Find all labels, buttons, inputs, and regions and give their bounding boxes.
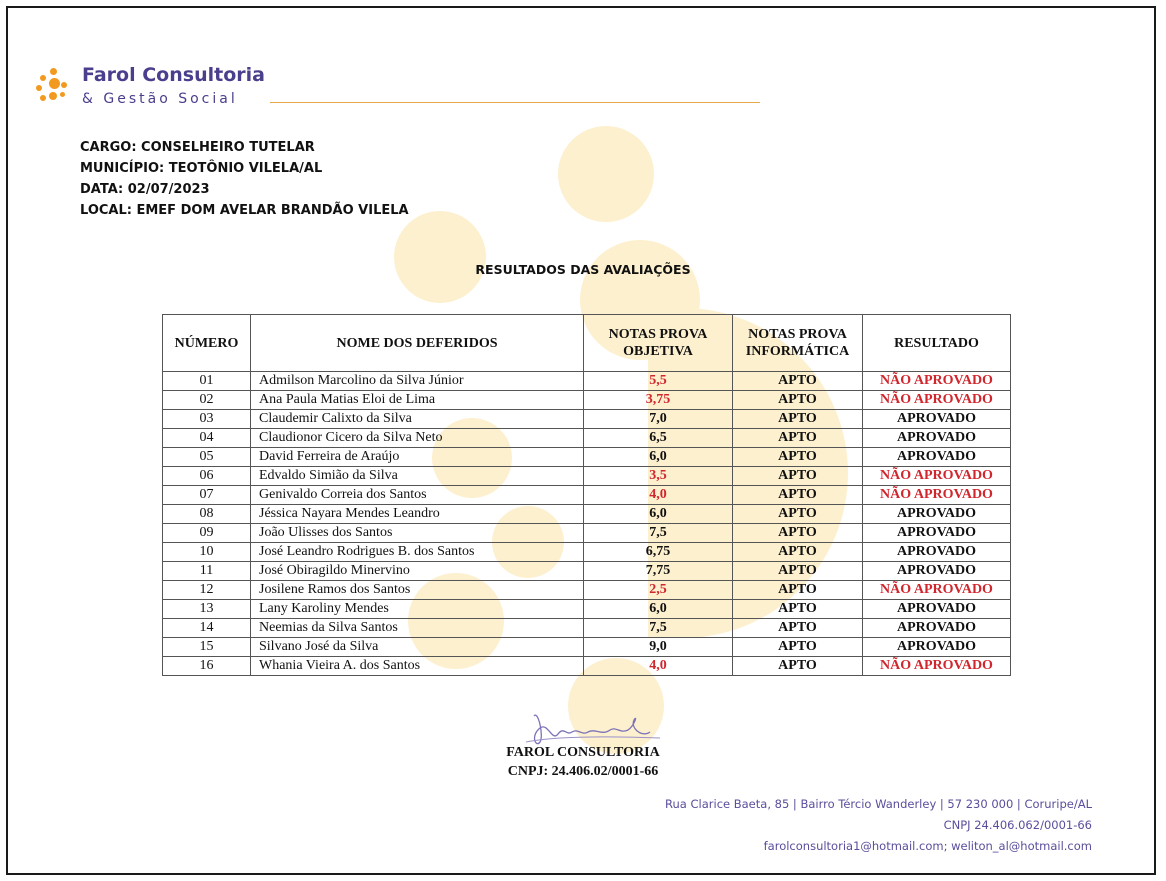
cell-objective-score: 4,0 [584, 657, 733, 676]
table-row [163, 486, 1011, 505]
table-row [163, 505, 1011, 524]
column-header-informatica: NOTAS PROVA INFORMÁTICA [733, 315, 863, 372]
cell-informatics-result: APTO [733, 467, 863, 486]
cell-number: 05 [163, 448, 251, 467]
cell-result: NÃO APROVADO [863, 372, 1011, 391]
cell-number: 15 [163, 638, 251, 657]
cell-name: Silvano José da Silva [251, 638, 584, 657]
signatory-cnpj: CNPJ: 24.406.02/0001-66 [507, 764, 659, 779]
cell-result: APROVADO [863, 543, 1011, 562]
cell-informatics-result: APTO [733, 372, 863, 391]
info-cargo: CARGO: CONSELHEIRO TUTELAR [80, 140, 315, 155]
cell-objective-score: 3,5 [584, 467, 733, 486]
cell-number: 08 [163, 505, 251, 524]
cell-result: NÃO APROVADO [863, 391, 1011, 410]
cell-number: 03 [163, 410, 251, 429]
cell-objective-score: 7,5 [584, 524, 733, 543]
cell-name: José Obiragildo Minervino [251, 562, 584, 581]
cell-objective-score: 7,0 [584, 410, 733, 429]
cell-informatics-result: APTO [733, 486, 863, 505]
cell-informatics-result: APTO [733, 429, 863, 448]
cell-number: 02 [163, 391, 251, 410]
cell-name: Ana Paula Matias Eloi de Lima [251, 391, 584, 410]
logo-subtitle: & Gestão Social [82, 91, 238, 107]
cell-number: 06 [163, 467, 251, 486]
document-page [6, 6, 1156, 875]
logo-title: Farol Consultoria [82, 64, 265, 86]
cell-objective-score: 6,0 [584, 505, 733, 524]
header-divider [270, 102, 760, 103]
table-row [163, 391, 1011, 410]
column-header-numero: NÚMERO [163, 315, 251, 372]
cell-result: APROVADO [863, 638, 1011, 657]
cell-informatics-result: APTO [733, 524, 863, 543]
cell-objective-score: 6,0 [584, 448, 733, 467]
table-row [163, 600, 1011, 619]
cell-objective-score: 2,5 [584, 581, 733, 600]
cell-name: Genivaldo Correia dos Santos [251, 486, 584, 505]
cell-result: APROVADO [863, 410, 1011, 429]
cell-result: NÃO APROVADO [863, 486, 1011, 505]
column-header-nome: NOME DOS DEFERIDOS [251, 315, 584, 372]
cell-result: NÃO APROVADO [863, 581, 1011, 600]
cell-name: João Ulisses dos Santos [251, 524, 584, 543]
cell-number: 09 [163, 524, 251, 543]
footer-street: Rua Clarice Baeta, 85 | Bairro Tércio Wanderley | 57 230 000 | Coruripe/AL [665, 797, 1092, 811]
table-row [163, 467, 1011, 486]
cell-name: Claudionor Cicero da Silva Neto [251, 429, 584, 448]
cell-number: 11 [163, 562, 251, 581]
cell-informatics-result: APTO [733, 619, 863, 638]
cell-objective-score: 4,0 [584, 486, 733, 505]
cell-objective-score: 6,5 [584, 429, 733, 448]
cell-informatics-result: APTO [733, 657, 863, 676]
cell-result: APROVADO [863, 448, 1011, 467]
footer-address [665, 794, 1092, 857]
cell-result: APROVADO [863, 524, 1011, 543]
cell-objective-score: 7,75 [584, 562, 733, 581]
cell-objective-score: 7,5 [584, 619, 733, 638]
table-row [163, 410, 1011, 429]
table-row [163, 543, 1011, 562]
cell-result: NÃO APROVADO [863, 657, 1011, 676]
cell-result: NÃO APROVADO [863, 467, 1011, 486]
cell-objective-score: 3,75 [584, 391, 733, 410]
cell-result: APROVADO [863, 619, 1011, 638]
footer-emails: farolconsultoria1@hotmail.com; weliton_al@hotmail.com [763, 839, 1092, 853]
cell-informatics-result: APTO [733, 391, 863, 410]
cell-objective-score: 6,0 [584, 600, 733, 619]
cell-name: Jéssica Nayara Mendes Leandro [251, 505, 584, 524]
cell-name: David Ferreira de Araújo [251, 448, 584, 467]
cell-informatics-result: APTO [733, 581, 863, 600]
table-row [163, 429, 1011, 448]
info-municipio: MUNICÍPIO: TEOTÔNIO VILELA/AL [80, 161, 323, 176]
table-row [163, 581, 1011, 600]
cell-objective-score: 9,0 [584, 638, 733, 657]
table-row [163, 448, 1011, 467]
cell-name: José Leandro Rodrigues B. dos Santos [251, 543, 584, 562]
cell-informatics-result: APTO [733, 543, 863, 562]
column-header-objetiva: NOTAS PROVA OBJETIVA [584, 315, 733, 372]
cell-number: 01 [163, 372, 251, 391]
cell-result: APROVADO [863, 600, 1011, 619]
table-row [163, 638, 1011, 657]
cell-informatics-result: APTO [733, 505, 863, 524]
cell-name: Edvaldo Simião da Silva [251, 467, 584, 486]
cell-informatics-result: APTO [733, 410, 863, 429]
cell-name: Lany Karoliny Mendes [251, 600, 584, 619]
cell-informatics-result: APTO [733, 448, 863, 467]
watermark-circle [558, 126, 654, 222]
watermark-circle [394, 211, 486, 303]
info-data: DATA: 02/07/2023 [80, 182, 210, 197]
results-heading: RESULTADOS DAS AVALIAÇÕES [475, 262, 691, 277]
cell-name: Josilene Ramos dos Santos [251, 581, 584, 600]
cell-result: APROVADO [863, 505, 1011, 524]
footer-cnpj: CNPJ 24.406.062/0001-66 [943, 818, 1092, 832]
signatory-block [8, 743, 1156, 781]
cell-number: 10 [163, 543, 251, 562]
results-table [162, 314, 1011, 676]
cell-objective-score: 6,75 [584, 543, 733, 562]
cell-name: Neemias da Silva Santos [251, 619, 584, 638]
cell-number: 12 [163, 581, 251, 600]
table-row [163, 524, 1011, 543]
exam-info [80, 137, 409, 221]
cell-informatics-result: APTO [733, 600, 863, 619]
signatory-company: FAROL CONSULTORIA [506, 745, 660, 760]
cell-informatics-result: APTO [733, 638, 863, 657]
cell-number: 04 [163, 429, 251, 448]
cell-number: 07 [163, 486, 251, 505]
cell-number: 13 [163, 600, 251, 619]
table-row [163, 619, 1011, 638]
cell-name: Admilson Marcolino da Silva Júnior [251, 372, 584, 391]
cell-informatics-result: APTO [733, 562, 863, 581]
table-row [163, 372, 1011, 391]
cell-number: 16 [163, 657, 251, 676]
lighthouse-dots-icon [36, 68, 76, 108]
table-header-row [163, 315, 1011, 372]
cell-result: APROVADO [863, 429, 1011, 448]
table-row [163, 657, 1011, 676]
table-row [163, 562, 1011, 581]
cell-objective-score: 5,5 [584, 372, 733, 391]
cell-name: Claudemir Calixto da Silva [251, 410, 584, 429]
info-local: LOCAL: EMEF DOM AVELAR BRANDÃO VILELA [80, 203, 409, 218]
cell-name: Whania Vieira A. dos Santos [251, 657, 584, 676]
cell-result: APROVADO [863, 562, 1011, 581]
cell-number: 14 [163, 619, 251, 638]
column-header-resultado: RESULTADO [863, 315, 1011, 372]
